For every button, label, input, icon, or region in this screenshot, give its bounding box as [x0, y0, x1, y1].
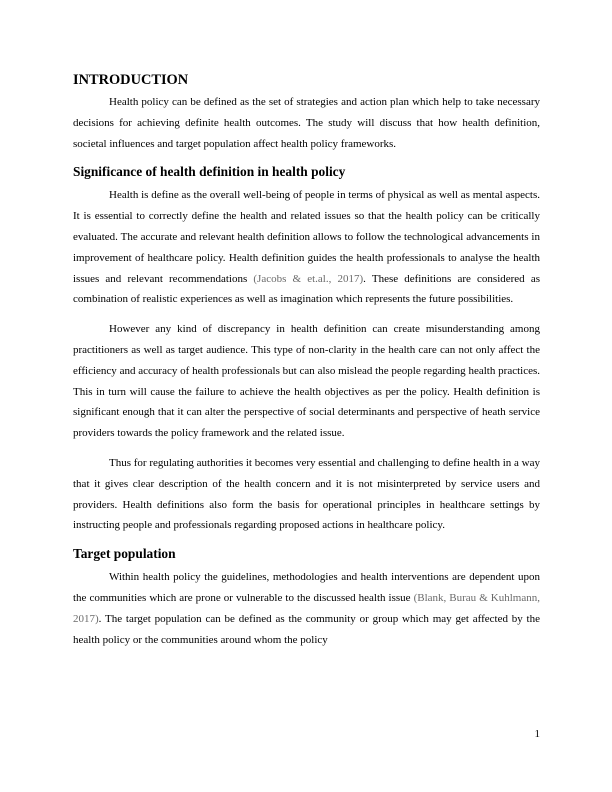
heading-target-population: Target population	[73, 546, 176, 562]
paragraph-text: Thus for regulating authorities it becomes very essential and challenging to define health in a way that it gives clear description of the health concern and it is not misinterpreted by service users and providers. Health definitions also form the basis for operational principles in healthcare settings by instructing people and professionals regarding proposed actions in healthcare policy.	[73, 456, 541, 532]
paragraph-intro-1	[73, 92, 540, 154]
page-number: 1	[534, 728, 540, 740]
paragraph-text-continued: . These definitions are considered as combination of realistic experiences as well as imagination which represents the future possibilities.	[73, 272, 540, 306]
document-body	[73, 71, 540, 659]
paragraph-text-continued: . The target population can be defined as the community or group which may get affected by the health policy or the communities around whom the policy	[73, 612, 540, 646]
paragraph-text: Within health policy the guidelines, methodologies and health interventions are dependent upon the communities which are prone or vulnerable to the discussed health issue	[73, 571, 540, 604]
paragraph-text: Health policy can be defined as the set of strategies and action plan which help to take necessary decisions for achieving definite health outcomes. The study will discuss that how health definition, societal influences and target population affect health policy frameworks.	[73, 96, 540, 150]
heading-introduction: INTRODUCTION	[73, 72, 189, 88]
paragraph-significance-2	[73, 319, 540, 444]
paragraph-text: Health is define as the overall well-being of people in terms of physical as well as mental aspects. It is essential to correctly define the health and related issues so that the health policy can be critically evaluated. The accurate and relevant health definition allows to follow the technological advancements in improvement of healthcare policy. Health definition guides the health professionals to analyse the health issues and relevant recommendations	[73, 189, 540, 285]
citation-blank: (Blank, Burau & Kuhlmann, 2017)	[73, 591, 540, 625]
paragraph-text: However any kind of discrepancy in health definition can create misunderstanding among practitioners as well as target audience. This type of non-clarity in the health care can not only affect the efficiency and accuracy of health professionals but can also mislead the people regarding health practices. This in turn will cause the failure to achieve the health objectives as per the policy. Health definition is significant enough that it can alter the perspective of social determinants and perspective of heath service providers towards the policy framework and the related issue.	[73, 323, 540, 440]
heading-significance: Significance of health definition in health policy	[73, 164, 346, 180]
citation-jacobs: (Jacobs & et.al., 2017)	[253, 272, 364, 285]
paragraph-significance-1	[73, 185, 540, 310]
paragraph-significance-3	[73, 453, 540, 536]
paragraph-target-1	[73, 567, 540, 650]
